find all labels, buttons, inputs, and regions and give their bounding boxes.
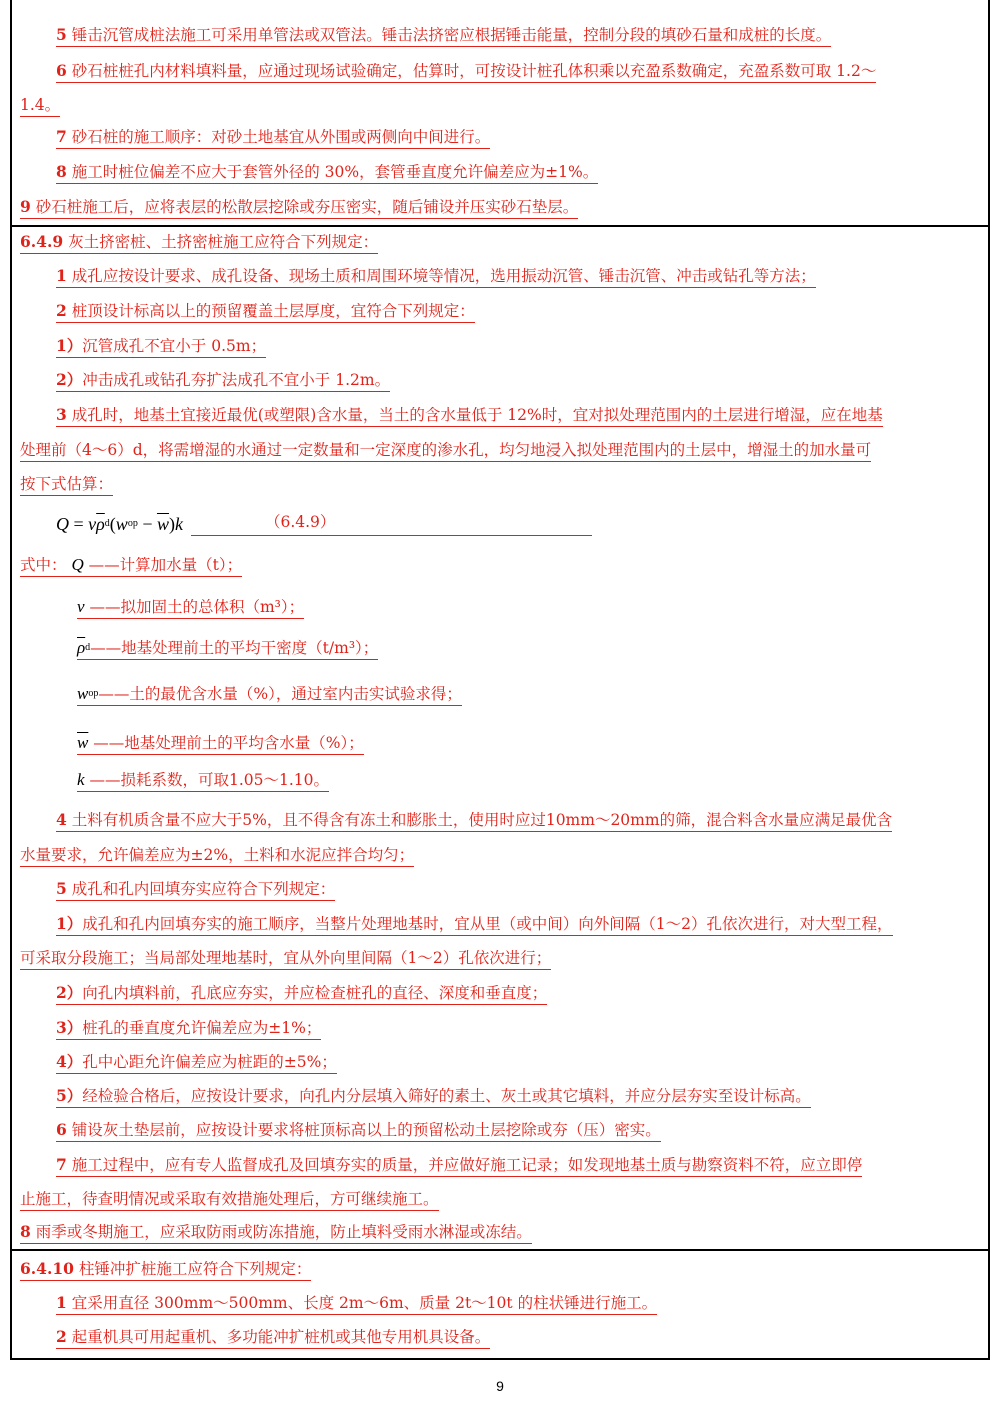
formula-operator: = [69, 514, 89, 534]
item-number: 8 [56, 162, 67, 181]
def-subscript: d [85, 642, 91, 653]
clause-6-4-9-item-5-1 [56, 914, 893, 936]
item-number: 5 [56, 25, 67, 44]
clause-6-4-9-heading [20, 232, 378, 254]
item-text: 桩顶设计标高以上的预留覆盖土层厚度，宜符合下列规定： [71, 302, 475, 320]
clause-6-4-9-item-3 [56, 405, 883, 427]
item-text: 按下式估算： [20, 475, 114, 493]
def-subscript: op [88, 688, 99, 699]
item-number: 2 [56, 301, 67, 320]
clause-6-4-9-item-7 [56, 1155, 862, 1177]
clause-6-4-9-item-4 [56, 810, 892, 832]
where-def-rho [77, 638, 378, 660]
item-text: 施工时桩位偏差不应大于套管外径的 30%，套管垂直度允许偏差应为±1%。 [71, 163, 599, 181]
clause-6-4-9-item-5-1-cont [20, 948, 551, 970]
clause-6-4-9-item-5-4 [56, 1052, 337, 1074]
row-divider [10, 1249, 990, 1251]
clause-6-4-9-item-2-1 [56, 336, 266, 358]
item-number: 5） [56, 1086, 83, 1105]
clause-6-4-9-item-3-cont2 [20, 474, 113, 496]
clause-6-4-8-item-5 [56, 25, 831, 47]
item-text: 沉管成孔不宜小于 0.5m； [82, 337, 267, 355]
page-number: 9 [496, 1378, 504, 1394]
formula-operator: − [137, 514, 157, 534]
item-text: 施工过程中，应有专人监督成孔及回填夯实的质量，并应做好施工记录；如发现地基土质与勘察资料不符，应立即停 [71, 1156, 863, 1174]
item-number: 2 [56, 1327, 67, 1346]
item-text: 砂石桩的施工顺序：对砂土地基宜从外围或两侧向中间进行。 [71, 128, 491, 146]
item-text: 桩孔的垂直度允许偏差应为±1%； [82, 1019, 322, 1037]
item-text: 成孔和孔内回填夯实的施工顺序，当整片处理地基时，宜从里（或中间）向外间隔（1～2）孔依次进行，对大型工程， [82, 915, 893, 933]
where-def-v [77, 597, 304, 619]
clause-6-4-10-item-1 [56, 1293, 657, 1315]
clause-6-4-9-item-1 [56, 266, 816, 288]
clause-6-4-9-item-5-2 [56, 983, 547, 1005]
item-number: 3 [56, 405, 67, 424]
item-text: 冲击成孔或钻孔夯扩法成孔不宜小于 1.2m。 [82, 371, 391, 389]
def-text: ——拟加固土的总体积（m³）； [89, 598, 305, 616]
item-number: 9 [20, 197, 31, 216]
item-text: 砂石桩桩孔内材料填料量，应通过现场试验确定，估算时，可按设计桩孔体积乘以充盈系数确定，充盈系数可取 1.2～ [71, 62, 877, 80]
def-text: ——计算加水量（t）； [88, 556, 243, 574]
item-number: 5 [56, 879, 67, 898]
item-text: 雨季或冬期施工，应采取防雨或防冻措施，防止填料受雨水淋湿或冻结。 [35, 1223, 532, 1241]
item-text: 砂石桩施工后，应将表层的松散层挖除或夯压密实，随后铺设并压实砂石垫层。 [35, 198, 579, 216]
clause-number: 6.4.10 [20, 1259, 74, 1278]
where-def-wop [77, 684, 462, 706]
formula-number: （6.4.9） [191, 510, 592, 536]
item-number: 1 [56, 1293, 67, 1312]
where-def-q [20, 555, 242, 577]
clause-6-4-8-item-7 [56, 127, 490, 149]
item-number: 1） [56, 336, 83, 355]
clause-6-4-8-item-8 [56, 162, 598, 184]
item-text: 铺设灰土垫层前，应按设计要求将桩顶标高以上的预留松动土层挖除或夯（压）密实。 [71, 1121, 661, 1139]
formula-subscript: op [127, 518, 138, 529]
item-text: 可采取分段施工；当局部处理地基时，宜从外向里间隔（1～2）孔依次进行； [20, 949, 552, 967]
item-number: 1 [56, 266, 67, 285]
def-symbol: Q [71, 555, 84, 574]
item-text: 宜采用直径 300mm～500mm、长度 2m～6m、质量 2t～10t 的柱状锤进行施工。 [71, 1294, 658, 1312]
def-symbol: $\overline{\rho}$ [77, 638, 86, 657]
clause-6-4-9-item-8 [20, 1222, 532, 1244]
item-text: 1.4。 [20, 96, 61, 114]
item-text: 水量要求，允许偏差应为±2%，土料和水泥应拌合均匀； [20, 846, 415, 864]
item-text: 处理前（4～6）d，将需增湿的水通过一定数量和一定深度的渗水孔，均匀地浸入拟处理范围内的土层中，增湿土的加水量可 [20, 441, 872, 459]
item-number: 7 [56, 127, 67, 146]
item-text: 成孔时，地基土宜接近最优(或塑限)含水量，当土的含水量低于 12%时，宜对拟处理范围内的土层进行增湿，应在地基 [71, 406, 883, 424]
clause-6-4-9-item-6 [56, 1120, 661, 1142]
item-number: 4） [56, 1052, 83, 1071]
item-text: 起重机具可用起重机、多功能冲扩桩机或其他专用机具设备。 [71, 1328, 491, 1346]
def-text: ——损耗系数，可取1.05～1.10。 [89, 771, 330, 789]
clause-6-4-10-heading [20, 1259, 311, 1281]
formula-symbol: k [174, 514, 183, 534]
clause-6-4-9-item-3-cont [20, 440, 871, 462]
clause-6-4-9-item-5-5 [56, 1086, 811, 1108]
formula-symbol: w [115, 514, 128, 534]
formula-symbol: v [88, 514, 97, 534]
where-def-k [77, 770, 329, 792]
clause-6-4-8-item-6 [56, 61, 876, 83]
item-text: 土料有机质含量不应大于5%，且不得含有冻土和膨胀土，使用时应过10mm～20mm的筛，混合料含水量应满足最优含 [71, 811, 893, 829]
where-def-wbar [77, 733, 364, 755]
def-symbol: $\overline{w}$ [77, 733, 89, 752]
def-symbol: v [77, 597, 85, 616]
clause-title: 柱锤冲扩桩施工应符合下列规定： [78, 1260, 312, 1278]
clause-6-4-9-item-5 [56, 879, 335, 901]
item-text: 向孔内填料前，孔底应夯实，并应检查桩孔的直径、深度和垂直度； [82, 984, 548, 1002]
formula-paren: ( [109, 514, 116, 534]
clause-6-4-9-item-4-cont [20, 845, 414, 867]
def-text: ——地基处理前土的平均含水量（%）； [93, 734, 364, 752]
item-number: 6 [56, 61, 67, 80]
clause-6-4-8-item-9 [20, 197, 578, 219]
item-text: 成孔和孔内回填夯实应符合下列规定： [71, 880, 336, 898]
item-number: 3） [56, 1018, 83, 1037]
item-text: 锤击沉管成桩法施工可采用单管法或双管法。锤击法挤密应根据锤击能量，控制分段的填砂石量和成桩的长度。 [71, 26, 832, 44]
def-symbol: w [77, 684, 89, 703]
item-number: 1） [56, 914, 83, 933]
row-divider [10, 225, 990, 227]
clause-title: 灰土挤密桩、土挤密桩施工应符合下列规定： [68, 233, 379, 251]
formula-paren: ) [168, 514, 175, 534]
item-number: 7 [56, 1155, 67, 1174]
clause-6-4-8-item-6-cont [20, 95, 60, 117]
where-label: 式中： [20, 556, 67, 574]
item-number: 2） [56, 370, 83, 389]
item-number: 2） [56, 983, 83, 1002]
clause-number: 6.4.9 [20, 232, 64, 251]
formula-6-4-9 [56, 510, 592, 536]
formula-symbol: Q [56, 514, 69, 534]
item-number: 6 [56, 1120, 67, 1139]
item-text: 成孔应按设计要求、成孔设备、现场土质和周围环境等情况，选用振动沉管、锤击沉管、冲击或钻孔等方法； [71, 267, 816, 285]
formula-symbol: $\overline{w}$ [156, 514, 169, 534]
item-text: 经检验合格后，应按设计要求，向孔内分层填入筛好的素土、灰土或其它填料，并应分层夯实至设计标高。 [82, 1087, 811, 1105]
clause-6-4-9-item-2-2 [56, 370, 390, 392]
item-number: 4 [56, 810, 67, 829]
formula-symbol: $\overline{\rho}$ [96, 514, 105, 534]
clause-6-4-10-item-2 [56, 1327, 490, 1349]
def-text: ——地基处理前土的平均干密度（t/m³）； [90, 639, 379, 657]
item-text: 孔中心距允许偏差应为桩距的±5%； [82, 1053, 337, 1071]
clause-6-4-9-item-7-cont [20, 1189, 439, 1211]
clause-6-4-9-item-2 [56, 301, 475, 323]
def-text: ——土的最优含水量（%），通过室内击实试验求得； [98, 685, 462, 703]
def-symbol: k [77, 770, 85, 789]
formula-subscript: d [104, 518, 110, 529]
item-text: 止施工，待查明情况或采取有效措施处理后，方可继续施工。 [20, 1190, 439, 1208]
clause-6-4-9-item-5-3 [56, 1018, 321, 1040]
item-number: 8 [20, 1222, 31, 1241]
